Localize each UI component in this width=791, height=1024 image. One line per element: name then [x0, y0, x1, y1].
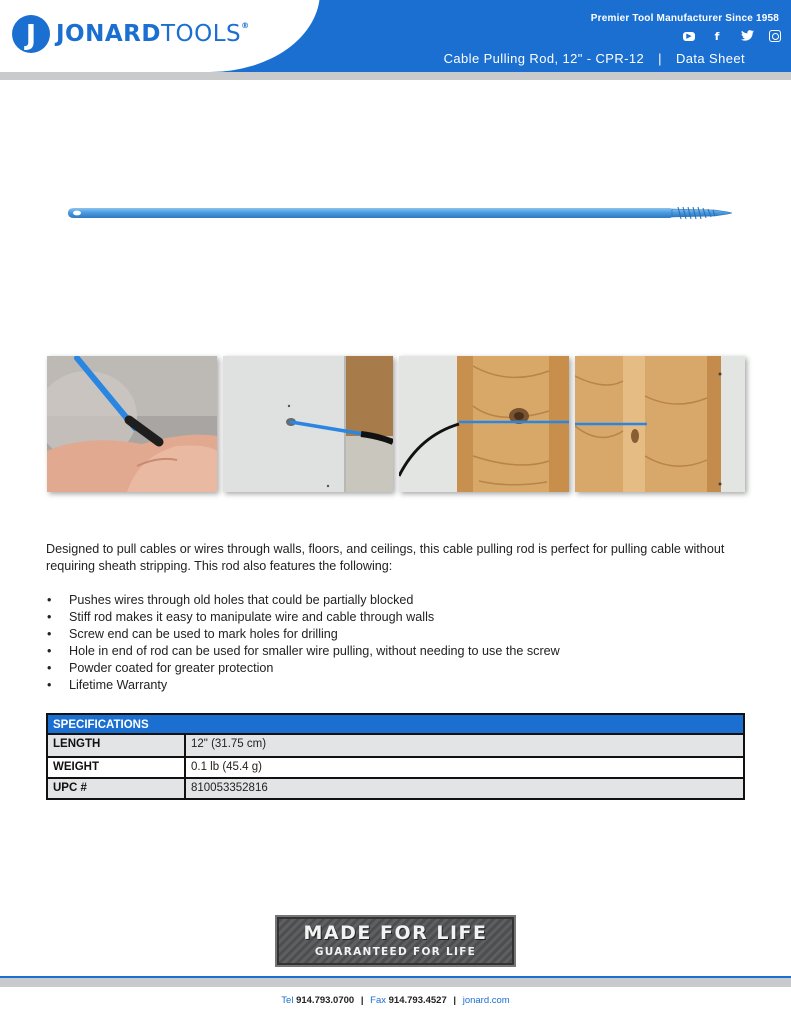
product-title: Cable Pulling Rod, 12" - CPR-12: [443, 51, 645, 66]
product-rod-image: [60, 200, 740, 228]
feature-item: • Pushes wires through old holes that could be partially blocked: [46, 592, 560, 609]
website-link[interactable]: jonard.com: [462, 995, 510, 1006]
twitter-icon[interactable]: [739, 30, 755, 44]
brand-mark: J: [12, 15, 50, 53]
spec-value: 810053352816: [191, 782, 268, 794]
feature-item: • Powder coated for greater protection: [46, 660, 560, 677]
feature-item: • Stiff rod makes it easy to manipulate wire and cable through walls: [46, 609, 560, 626]
spec-value: 12" (31.75 cm): [191, 738, 267, 750]
brand-name: [56, 21, 250, 47]
youtube-icon[interactable]: ▶: [683, 32, 695, 41]
table-row: [48, 735, 743, 756]
spec-label: WEIGHT: [48, 758, 186, 777]
rod-pulling-wire-photo: [399, 356, 569, 492]
spec-label: LENGTH: [48, 735, 186, 756]
instagram-icon[interactable]: [769, 30, 781, 42]
document-title: [444, 51, 745, 66]
feature-item: • Hole in end of rod can be used for smaller wire pulling, without needing to use the screw: [46, 643, 560, 660]
made-for-life-badge: [275, 915, 516, 967]
document-type: Data Sheet: [675, 51, 745, 66]
social-links: [683, 30, 781, 44]
table-row: [48, 777, 743, 798]
rod-through-drywall-photo: [223, 356, 393, 492]
table-row: [48, 756, 743, 777]
footer-separator: |: [360, 995, 364, 1006]
brand-logo: [12, 15, 250, 53]
specifications-heading: SPECIFICATIONS: [48, 715, 743, 735]
product-description: Designed to pull cables or wires through walls, floors, and ceilings, this cable pulling rod is perfect for pulling cable without requiring sheath stripping. This rod also features the following:: [46, 542, 725, 573]
header-tagline: Premier Tool Manufacturer Since 1958: [590, 13, 779, 24]
tel-label: Tel: [281, 995, 294, 1006]
fax-number: 914.793.4527: [388, 995, 447, 1006]
feature-list: [46, 592, 560, 694]
contact-footer: [0, 995, 791, 1006]
fax-label: Fax: [370, 995, 386, 1006]
badge-line-1: MADE FOR LIFE: [303, 922, 488, 944]
facebook-icon[interactable]: f: [714, 30, 720, 43]
rod-in-hand-photo: [47, 356, 217, 492]
spec-value: 0.1 lb (45.4 g): [191, 761, 262, 773]
page-header: [0, 0, 791, 72]
footer-separator: |: [453, 995, 457, 1006]
title-separator: |: [658, 51, 662, 66]
specifications-table: [46, 713, 745, 800]
brand-name-light: TOOLS: [160, 21, 242, 47]
registered-mark: ®: [241, 21, 250, 30]
tel-number[interactable]: 914.793.0700: [296, 995, 355, 1006]
feature-item: • Screw end can be used to mark holes for drilling: [46, 626, 560, 643]
rod-through-stud-photo: [575, 356, 745, 492]
brand-name-bold: JONARD: [56, 21, 161, 47]
header-divider-band: [0, 72, 791, 80]
spec-label: UPC #: [48, 779, 186, 798]
badge-line-2: GUARANTEED FOR LIFE: [314, 946, 477, 958]
footer-divider-band: [0, 976, 791, 987]
feature-item: • Lifetime Warranty: [46, 677, 560, 694]
